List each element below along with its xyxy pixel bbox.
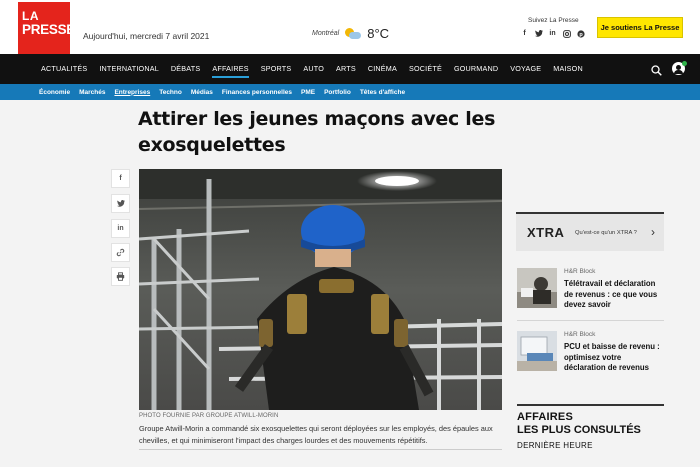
section-label: AFFAIRES [517,411,573,423]
subnav-item[interactable]: Marchés [79,88,106,96]
subnav-item[interactable]: Entreprises [114,88,151,96]
nav-item-actualites[interactable]: ACTUALITÉS [41,64,88,73]
social-links [520,30,585,40]
share-print-icon[interactable] [111,267,130,286]
nav-item-gourmand[interactable]: GOURMAND [453,64,499,73]
la-presse-logo[interactable] [18,2,75,54]
photo-credit: PHOTO FOURNIE PAR GROUPE ATWILL-MORIN [139,413,279,419]
subnav-item[interactable]: Portfolio [324,88,351,96]
promo-divider [517,320,664,321]
promo-title[interactable]: Télétravail et déclaration de revenus : ce que vous devez savoir [564,279,658,309]
nav-item-affaires[interactable]: AFFAIRES [212,54,248,84]
nav-item-auto[interactable]: AUTO [303,64,324,73]
chevron-right-icon: › [651,225,655,239]
nav-item-maison[interactable]: MAISON [553,64,583,73]
subnav-item[interactable]: Économie [39,88,71,96]
nav-item-sports[interactable]: SPORTS [260,64,292,73]
main-nav [0,54,700,84]
weather-city: Montréal [312,30,340,37]
xtra-banner[interactable] [516,212,664,251]
sponsored-item[interactable] [517,268,664,313]
linkedin-icon[interactable]: in [549,30,556,37]
promo-thumbnail [517,268,557,308]
subnav-item[interactable]: Têtes d'affiche [359,88,406,96]
xtra-logo: XTRA [527,225,565,240]
site-header [0,0,700,54]
weather-temperature: 8°C [367,26,390,41]
sponsored-item[interactable] [517,331,664,376]
promo-sponsor: H&R Block [564,268,596,275]
follow-label: Suivez La Presse [528,17,579,24]
account-icon[interactable] [672,62,685,75]
subnav-item[interactable]: PME [301,88,316,96]
weather-widget[interactable] [312,26,389,41]
article-title: Attirer les jeunes maçons avec les exosquelettes [138,108,496,156]
facebook-icon[interactable]: f [523,30,526,37]
section-subnav [0,84,700,100]
caption-divider [139,449,502,450]
nav-item-voyage[interactable]: VOYAGE [510,64,542,73]
promo-sponsor: H&R Block [564,331,596,338]
subnav-item[interactable]: Techno [159,88,182,96]
most-read-section [517,404,664,450]
svg-text:p: p [578,32,583,38]
share-linkedin-icon[interactable]: in [111,219,130,238]
search-icon[interactable] [651,63,662,74]
section-title: LES PLUS CONSULTÉS [517,424,641,436]
subnav-item[interactable]: Finances personnelles [221,88,292,96]
tab-latest[interactable]: DERNIÈRE HEURE [517,441,593,450]
partly-cloudy-icon [345,28,361,40]
share-facebook-icon[interactable]: f [111,169,130,188]
pinterest-icon[interactable] [576,30,585,40]
photo-caption: Groupe Atwill-Morin a commandé six exosquelettes qui seront déployées sur les employés, des épaules aux chevilles, et qui minimiseront l'impact des charges lourdes et des mouvements répétitifs. [139,424,493,445]
nav-item-international[interactable]: INTERNATIONAL [99,64,159,73]
support-button[interactable]: Je soutiens La Presse [597,17,683,38]
logo-line2: PRESSE [22,22,75,37]
promo-thumbnail [517,331,557,371]
nav-item-arts[interactable]: ARTS [335,64,356,73]
promo-title[interactable]: PCU et baisse de revenu : optimisez votre déclaration de revenus [564,342,660,372]
current-date: Aujourd'hui, mercredi 7 avril 2021 [83,31,210,41]
instagram-icon[interactable] [562,30,571,40]
twitter-icon[interactable] [534,30,543,40]
share-twitter-icon[interactable] [111,194,130,213]
subnav-item[interactable]: Médias [190,88,213,96]
nav-item-debats[interactable]: DÉBATS [170,64,201,73]
nav-item-cinema[interactable]: CINÉMA [367,64,397,73]
xtra-question: Qu'est-ce qu'un XTRA ? [575,230,637,236]
share-link-icon[interactable] [111,243,130,262]
article-photo [139,169,502,410]
nav-item-societe[interactable]: SOCIÉTÉ [408,64,442,73]
logo-line1: LA [22,9,39,23]
